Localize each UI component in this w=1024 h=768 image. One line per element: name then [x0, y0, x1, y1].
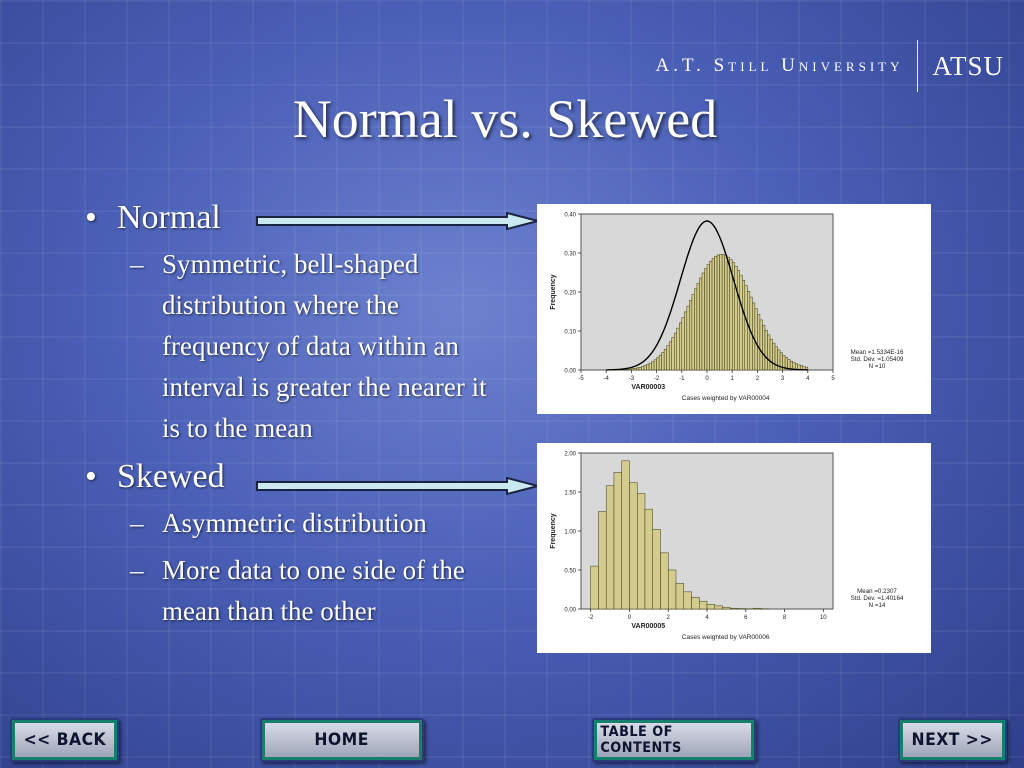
histogram-bar	[664, 349, 667, 370]
histogram-bar	[684, 312, 687, 370]
university-name: A.T. Still University	[655, 55, 904, 76]
x-tick-label: -1	[679, 376, 685, 382]
sub-bullet-text: Symmetric, bell-shaped distribution where the frequency of data within an interval is greater the nearer it is to the mean	[162, 249, 487, 443]
stats-legend-line: N =14	[868, 602, 886, 609]
normal-histogram	[537, 204, 931, 414]
histogram-bar	[722, 255, 725, 370]
histogram-bar	[631, 369, 634, 370]
histogram-bar	[591, 566, 599, 609]
slide-title: Normal vs. Skewed	[292, 89, 718, 149]
histogram-bar	[710, 261, 713, 370]
y-tick-label: 0.00	[564, 607, 576, 614]
bullet-list	[85, 198, 525, 638]
histogram-bar	[715, 606, 723, 609]
histogram-bar	[699, 278, 702, 370]
histogram-bar	[674, 333, 677, 370]
histogram-bar	[762, 325, 765, 370]
histogram-bar	[767, 335, 770, 370]
x-axis-label: VAR00003	[631, 384, 666, 391]
histogram-bar	[660, 553, 668, 609]
logo-divider	[917, 40, 918, 92]
university-logo	[656, 40, 1004, 92]
histogram-bar	[687, 306, 690, 370]
stats-legend-line: N =10	[868, 363, 886, 370]
histogram-bar	[723, 607, 731, 609]
histogram-bar	[649, 363, 652, 370]
histogram-bar	[689, 300, 692, 370]
histogram-bar	[702, 273, 705, 370]
histogram-bar	[745, 286, 748, 370]
histogram-bar	[629, 369, 632, 370]
histogram-bar	[614, 473, 622, 610]
histogram-bar	[662, 352, 665, 370]
bullet-dot: •	[85, 199, 97, 236]
histogram-bar	[730, 608, 738, 609]
y-tick-label: 2.00	[564, 451, 576, 458]
histogram-bar	[735, 266, 738, 370]
stats-legend-line: Std. Dev. =1.40164	[850, 595, 904, 602]
histogram-bar	[699, 601, 707, 609]
next-button[interactable]	[898, 718, 1007, 762]
histogram-bar	[677, 328, 680, 370]
histogram-bar	[622, 461, 630, 609]
histogram-bar	[606, 486, 614, 609]
histogram-bar	[598, 512, 606, 610]
y-tick-label: 0.00	[564, 368, 576, 375]
x-tick-label: 4	[705, 615, 709, 621]
histogram-bar	[629, 483, 637, 609]
y-axis-label: Frequency	[550, 513, 557, 549]
stats-legend-line: Mean =0.2307	[857, 588, 897, 595]
x-tick-label: 1	[730, 376, 734, 382]
y-tick-label: 0.50	[564, 568, 576, 575]
home-button[interactable]	[260, 718, 424, 762]
histogram-bar	[644, 366, 647, 370]
histogram-bar	[773, 343, 776, 370]
histogram-bar	[634, 368, 637, 370]
x-tick-label: 0	[627, 615, 632, 621]
bullet-label: Normal	[117, 199, 221, 236]
histogram-bar	[647, 365, 650, 370]
sub-bullet-asymmetric	[130, 503, 490, 544]
y-tick-label: 1.00	[564, 529, 576, 536]
arrow-to-normal-chart	[255, 212, 540, 224]
histogram-bar	[704, 269, 707, 370]
histogram-bar	[757, 314, 760, 370]
sub-bullet-text: More data to one side of the mean than the other	[162, 555, 465, 626]
chart-caption: Cases weighted by VAR00006	[681, 634, 770, 641]
histogram-bar	[747, 291, 750, 370]
histogram-bar	[742, 280, 745, 370]
y-tick-label: 0.20	[564, 290, 576, 297]
histogram-bar	[692, 294, 695, 370]
histogram-bar	[740, 275, 743, 370]
histogram-bar	[691, 597, 699, 609]
histogram-bar	[727, 257, 730, 370]
histogram-bar	[669, 342, 672, 370]
arrow-to-skewed-chart	[255, 477, 540, 489]
histogram-bar	[755, 309, 758, 370]
university-abbreviation: ATSU	[932, 50, 1004, 81]
next-label: NEXT >>	[911, 730, 994, 750]
histogram-bar	[712, 258, 715, 370]
histogram-bar	[765, 330, 768, 370]
y-axis-label: Frequency	[550, 274, 557, 310]
histogram-bar	[641, 366, 644, 370]
histogram-bar	[672, 338, 675, 370]
histogram-bar	[657, 358, 660, 370]
histogram-bar	[715, 256, 718, 370]
x-tick-label: -4	[603, 376, 609, 382]
histogram-bar	[682, 318, 685, 370]
x-tick-label: 5	[831, 376, 835, 382]
bullet-dot: •	[85, 458, 97, 495]
x-tick-label: 0	[705, 376, 709, 382]
sub-bullet-text: Asymmetric distribution	[162, 508, 427, 538]
histogram-bar	[707, 265, 710, 370]
histogram-bar	[697, 283, 700, 370]
skewed-distribution-chart	[537, 443, 931, 653]
bullet-label: Skewed	[117, 458, 225, 495]
histogram-bar	[676, 583, 684, 609]
histogram-bar	[654, 360, 657, 370]
sub-bullet-dash: –	[130, 508, 144, 538]
x-tick-label: 8	[782, 615, 787, 621]
x-tick-label: -2	[588, 615, 594, 621]
histogram-bar	[707, 604, 715, 609]
x-tick-label: -3	[628, 376, 635, 382]
y-tick-label: 0.30	[564, 251, 576, 258]
home-label: HOME	[314, 730, 370, 750]
histogram-bar	[653, 529, 661, 609]
histogram-bar	[659, 355, 662, 370]
x-tick-label: 10	[819, 615, 827, 621]
histogram-bar	[775, 347, 778, 370]
table-of-contents-label: TABLE OF CONTENTS	[600, 724, 682, 756]
histogram-bar	[679, 323, 682, 370]
x-tick-label: -5	[578, 376, 584, 382]
normal-distribution-chart	[537, 204, 931, 414]
x-tick-label: 3	[780, 376, 785, 382]
histogram-bar	[694, 289, 697, 370]
x-tick-label: 4	[806, 376, 810, 382]
histogram-bar	[645, 509, 653, 609]
histogram-bar	[720, 254, 723, 370]
histogram-bar	[760, 320, 763, 370]
histogram-bar	[637, 494, 645, 609]
sub-bullet-normal-definition	[130, 244, 490, 449]
table-of-contents-button[interactable]	[592, 718, 756, 762]
skewed-histogram	[537, 443, 931, 653]
y-tick-label: 0.10	[564, 329, 576, 336]
histogram-bar	[668, 570, 676, 609]
stats-legend-line: Mean =1.5334E-16	[850, 349, 904, 356]
sub-bullet-dash: –	[130, 555, 144, 585]
histogram-bar	[626, 369, 629, 370]
histogram-bar	[639, 367, 642, 370]
y-tick-label: 0.40	[564, 212, 576, 219]
x-tick-label: -2	[653, 376, 660, 382]
x-tick-label: 6	[744, 615, 748, 621]
histogram-bar	[636, 368, 639, 370]
back-button[interactable]	[10, 718, 119, 762]
sub-bullet-dash: –	[130, 249, 144, 279]
histogram-bar	[737, 270, 740, 370]
histogram-bar	[717, 255, 720, 370]
x-tick-label: 2	[666, 615, 670, 621]
stats-legend-line: Std. Dev. =1.05409	[850, 356, 904, 363]
histogram-bar	[725, 255, 728, 370]
x-tick-label: 2	[755, 376, 760, 382]
sub-bullet-more-data	[130, 550, 490, 632]
x-axis-label: VAR00005	[631, 623, 666, 630]
y-tick-label: 1.50	[564, 490, 576, 497]
histogram-bar	[754, 608, 762, 609]
histogram-bar	[667, 346, 670, 370]
back-label: << BACK	[23, 730, 106, 750]
histogram-bar	[684, 592, 692, 609]
histogram-bar	[652, 362, 655, 370]
histogram-bar	[770, 339, 773, 370]
chart-caption: Cases weighted by VAR00004	[681, 395, 770, 402]
